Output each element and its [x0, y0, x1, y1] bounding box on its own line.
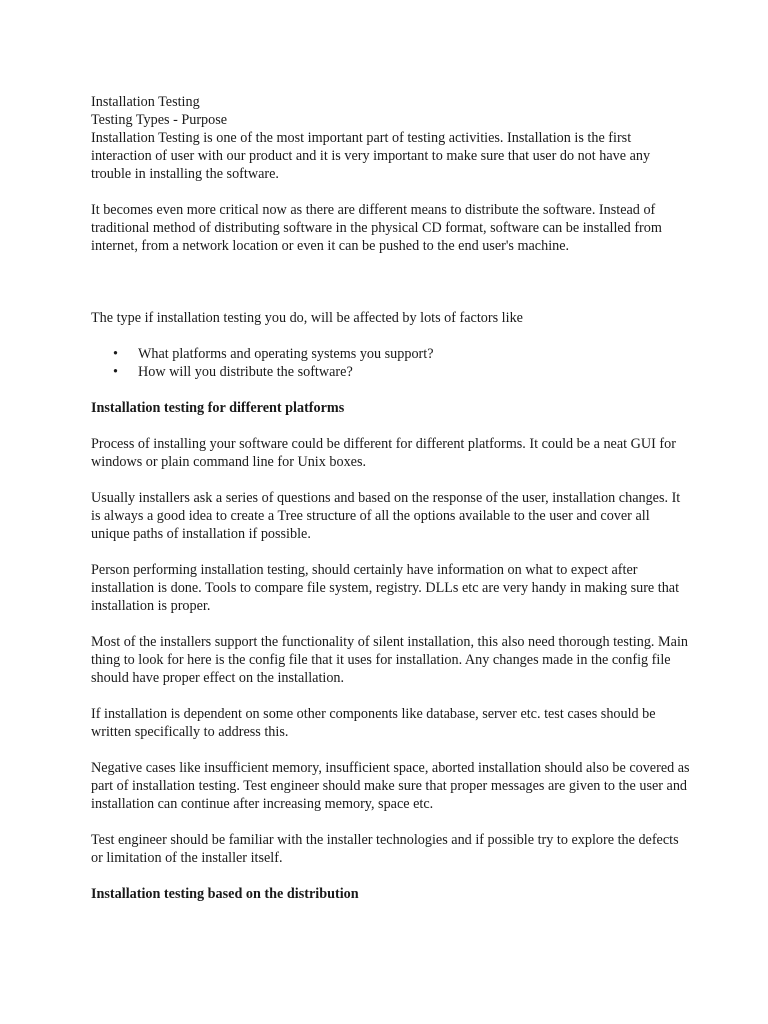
process-paragraph: Process of installing your software could be different for different platforms. It could be a neat GUI for windows or plain command line for Unix boxes. [91, 436, 676, 470]
factors-list [91, 345, 691, 381]
list-item [91, 363, 691, 381]
intro-paragraph: Installation Testing is one of the most important part of testing activities. Installation is the first interaction of user with our product and it is very important to make sure that user do not have any trouble in installing the software. [91, 130, 651, 182]
person-paragraph: Person performing installation testing, should certainly have information on what to expect after installation is done. Tools to compare file system, registry. DLLs etc are very handy in making sure that installation is proper. [91, 562, 680, 614]
document-title: Installation Testing [91, 94, 200, 110]
bullet-icon: • [113, 364, 118, 380]
bullet-icon: • [113, 346, 118, 362]
document-page [91, 93, 691, 921]
list-item-text: How will you distribute the software? [138, 364, 353, 380]
section-heading-platforms: Installation testing for different platforms [91, 400, 345, 416]
list-item [91, 345, 691, 363]
negative-cases-paragraph: Negative cases like insufficient memory, insufficient space, aborted installation should also be covered as part of installation testing. Test engineer should make sure that proper messages are given to the user and installation can continue after increasing memory, space etc. [91, 760, 690, 812]
questions-paragraph: Usually installers ask a series of questions and based on the response of the user, installation changes. It is always a good idea to create a Tree structure of all the options available to the user and cover all unique paths of installation if possible. [91, 490, 681, 542]
factors-paragraph: The type if installation testing you do, will be affected by lots of factors like [91, 310, 523, 326]
critical-paragraph: It becomes even more critical now as there are different means to distribute the software. Instead of traditional method of distributing software in the physical CD format, software can be installed from internet, from a network location or even it can be pushed to the end user's machine. [91, 202, 662, 254]
silent-installation-paragraph: Most of the installers support the functionality of silent installation, this also need thorough testing. Main thing to look for here is the config file that it uses for installation. Any changes made in the config file should have proper effect on the installation. [91, 634, 688, 686]
section-heading-distribution: Installation testing based on the distribution [91, 886, 359, 902]
engineer-paragraph: Test engineer should be familiar with the installer technologies and if possible try to explore the defects or limitation of the installer itself. [91, 832, 679, 866]
document-subtitle: Testing Types - Purpose [91, 112, 228, 128]
list-item-text: What platforms and operating systems you support? [138, 346, 434, 362]
blank-space [91, 273, 691, 309]
dependent-paragraph: If installation is dependent on some other components like database, server etc. test cases should be written specifically to address this. [91, 706, 656, 740]
